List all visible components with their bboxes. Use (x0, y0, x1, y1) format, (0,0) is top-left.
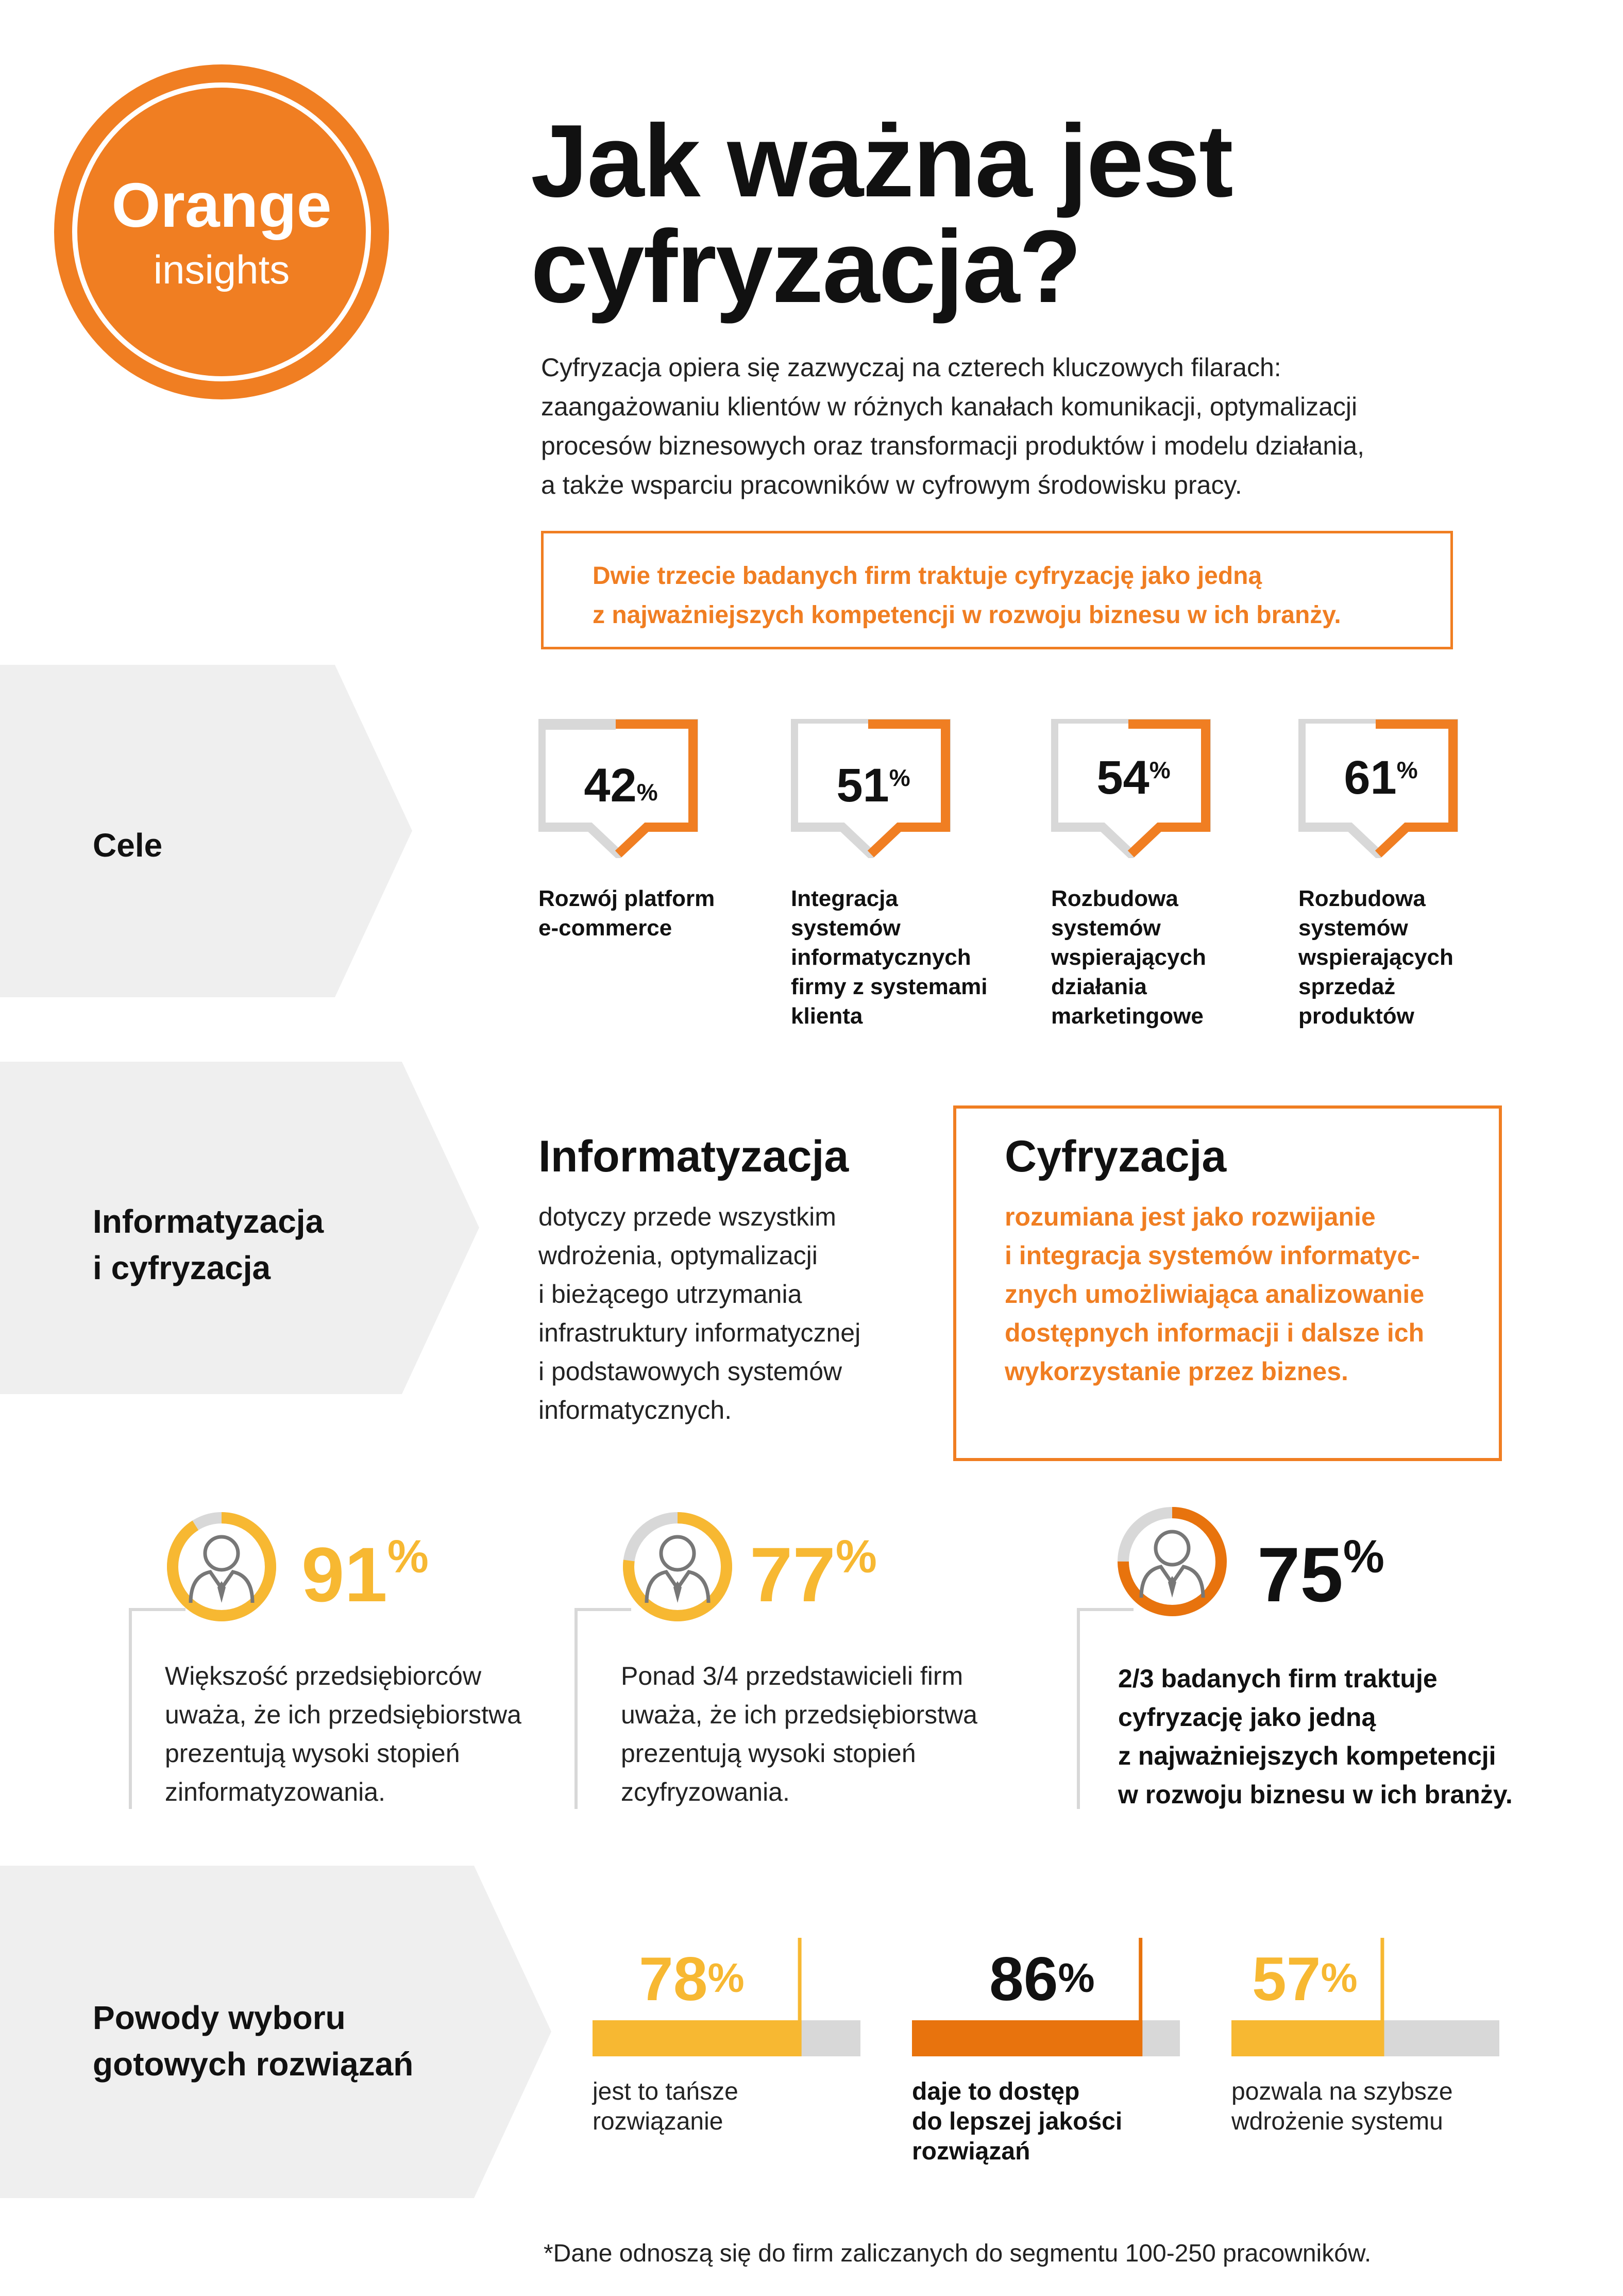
informatization-line: wdrożenia, optymalizacji (538, 1241, 818, 1270)
callout-line: Dwie trzecie badanych firm traktuje cyfryzację jako jedną (593, 562, 1262, 590)
digitization-text (1005, 1198, 1494, 1391)
intro-line: procesów biznesowych oraz transformacji produktów i modelu działania, (541, 431, 1364, 460)
reason-text (1231, 2077, 1453, 2137)
informatization-line: dotyczy przede wszystkim (538, 1202, 836, 1231)
stat-text (1118, 1660, 1613, 1814)
stat-ring-svg (165, 1510, 278, 1623)
stat-line: uważa, że ich przedsiębiorstwa (621, 1700, 977, 1729)
stat-ring (1115, 1505, 1229, 1618)
stat-text (165, 1657, 587, 1812)
orange-insights-logo (52, 62, 392, 402)
goal-unit: % (889, 764, 910, 791)
reason-item (593, 1938, 860, 2206)
stat-line: Ponad 3/4 przedstawicieli firm (621, 1662, 963, 1690)
stat-text (621, 1657, 1043, 1812)
stat-line: z najważniejszych kompetencji (1118, 1741, 1496, 1770)
page-title (531, 104, 1232, 324)
goal-unit: % (636, 779, 658, 806)
reason-bar (593, 1938, 860, 2062)
goal-value: 42 (584, 759, 637, 812)
reason-item (1231, 1938, 1499, 2206)
goal-caption-line: wspierających (1298, 945, 1453, 970)
reason-bar-marker (1139, 1938, 1142, 2056)
intro-paragraph (541, 348, 1494, 505)
stat-line: Większość przedsiębiorców (165, 1662, 482, 1690)
informatization-line: informatycznych. (538, 1396, 732, 1424)
intro-line: zaangażowaniu klientów w różnych kanałach komunikacji, optymalizacji (541, 392, 1358, 421)
reasons-label (93, 1995, 413, 2087)
goal-caption-line: Integracja (791, 886, 898, 911)
reason-unit: % (707, 1955, 745, 2001)
digitization-line: znych umożliwiająca analizowanie (1005, 1280, 1425, 1309)
stat-line: prezentują wysoki stopień (621, 1739, 916, 1768)
digitization-column (1005, 1131, 1494, 1391)
stat-line: 2/3 badanych firm traktuje (1118, 1664, 1438, 1693)
person-icon (647, 1537, 708, 1603)
goal-caption-line: systemów (1298, 915, 1408, 941)
informatization-text (538, 1198, 930, 1430)
stat-ring (165, 1510, 278, 1623)
goal-value: 61 (1344, 751, 1397, 804)
goal-caption (791, 884, 997, 1031)
goal-caption-line: Rozbudowa (1051, 886, 1178, 911)
stat-bracket-vertical (574, 1608, 580, 1809)
goals-band (0, 665, 412, 997)
reason-line: rozwiązanie (593, 2108, 723, 2135)
goal-value: 54 (1096, 751, 1149, 804)
comparison-label (93, 1198, 324, 1291)
stat-value (301, 1531, 429, 1618)
reason-bar (1231, 1938, 1499, 2062)
svg-text:51% (836, 759, 910, 812)
stat-number: 75 (1257, 1531, 1343, 1618)
reason-line: wdrożenie systemu (1231, 2108, 1443, 2135)
reason-number: 86 (989, 1945, 1058, 2014)
goal-item (538, 719, 745, 1038)
goal-badge (1051, 719, 1211, 858)
goal-caption-line: systemów (1051, 915, 1161, 941)
digitization-heading: Cyfryzacja (1005, 1132, 1227, 1181)
intro-line: a także wsparciu pracowników w cyfrowym środowisku pracy. (541, 471, 1242, 499)
goal-caption (1051, 884, 1257, 1031)
reason-line: jest to tańsze (593, 2078, 738, 2105)
stat-line: w rozwoju biznesu w ich branży. (1118, 1780, 1513, 1809)
stat-line: zcyfryzowania. (621, 1778, 790, 1806)
stat-bracket-vertical (1077, 1608, 1082, 1809)
title-line-1: Jak ważna jest (531, 104, 1232, 219)
comparison-label-line: Informatyzacja (93, 1203, 324, 1240)
reason-line: do lepszej jakości (912, 2108, 1123, 2135)
goal-caption-line: działania (1051, 974, 1147, 999)
goal-caption-line: produktów (1298, 1003, 1414, 1029)
stat-number: 91 (301, 1531, 387, 1618)
stat-line: zinformatyzowania. (165, 1778, 385, 1806)
person-icon (1141, 1532, 1203, 1598)
informatization-line: infrastruktury informatycznej (538, 1318, 861, 1347)
goal-badge (1298, 719, 1458, 858)
person-icon (191, 1537, 252, 1603)
goal-item (791, 719, 997, 1038)
reason-bar-fill (1231, 2020, 1384, 2056)
goal-badge (791, 719, 951, 858)
stat-line: prezentują wysoki stopień (165, 1739, 460, 1768)
reason-text (593, 2077, 738, 2137)
footnote: *Dane odnoszą się do firm zaliczanych do segmentu 100-250 pracowników. (544, 2240, 1372, 2267)
intro-line: Cyfryzacja opiera się zazwyczaj na czterech kluczowych filarach: (541, 353, 1281, 382)
logo-tagline: insights (153, 247, 290, 292)
goal-item (1051, 719, 1257, 1038)
reason-line: rozwiązań (912, 2138, 1030, 2165)
goal-caption-line: systemów (791, 915, 901, 941)
stat-unit: % (387, 1531, 429, 1583)
goal-caption-line: Rozwój platform (538, 886, 715, 911)
reason-bar (912, 1938, 1180, 2062)
reason-number: 78 (639, 1945, 708, 2014)
goal-item (1298, 719, 1504, 1038)
logo-circle (52, 62, 392, 402)
stat-line: uważa, że ich przedsiębiorstwa (165, 1700, 521, 1729)
reason-unit: % (1321, 1955, 1358, 2001)
stat-ring-svg (621, 1510, 734, 1623)
stat-ring (621, 1510, 734, 1623)
comparison-label-line: i cyfryzacja (93, 1249, 271, 1286)
goal-badge (538, 719, 698, 858)
reasons-label-line: Powody wyboru (93, 1999, 346, 2036)
callout-text (593, 557, 1468, 635)
reason-bar-marker (1380, 1938, 1384, 2056)
reason-line: pozwala na szybsze (1231, 2078, 1453, 2105)
svg-text:54% (1096, 751, 1170, 804)
goal-caption-line: marketingowe (1051, 1003, 1204, 1029)
informatization-heading: Informatyzacja (538, 1132, 849, 1181)
goal-caption-line: informatycznych (791, 945, 971, 970)
stat-unit: % (835, 1531, 877, 1583)
goal-caption-line: firmy z systemami (791, 974, 988, 999)
goal-unit: % (1149, 757, 1171, 783)
goal-caption (1298, 884, 1504, 1031)
goal-caption-line: e-commerce (538, 915, 672, 941)
title-line-2: cyfryzacja? (531, 209, 1081, 324)
stat-unit: % (1343, 1531, 1384, 1583)
informatization-line: i bieżącego utrzymania (538, 1280, 802, 1309)
svg-text:61% (1344, 751, 1417, 804)
digitization-line: rozumiana jest jako rozwijanie (1005, 1202, 1376, 1231)
reason-bar-marker (798, 1938, 802, 2056)
svg-text:42% (584, 759, 657, 812)
digitization-line: i integracja systemów informatyc- (1005, 1241, 1420, 1270)
logo-brand: Orange (111, 170, 332, 240)
reason-item (912, 1938, 1180, 2206)
reasons-label-line: gotowych rozwiązań (93, 2046, 414, 2083)
goals-label: Cele (93, 827, 163, 864)
goal-caption-line: sprzedaż (1298, 974, 1396, 999)
digitization-line: dostępnych informacji i dalsze ich (1005, 1318, 1425, 1347)
stat-line: cyfryzację jako jedną (1118, 1703, 1376, 1732)
stat-number: 77 (750, 1531, 836, 1618)
reason-line: daje to dostęp (912, 2078, 1080, 2105)
reason-number: 57 (1252, 1945, 1321, 2014)
reason-text (912, 2077, 1122, 2167)
stat-bracket-vertical (129, 1608, 134, 1809)
stat-value (1257, 1531, 1384, 1618)
goal-caption-line: klienta (791, 1003, 863, 1029)
reason-bar-fill (593, 2020, 802, 2056)
goal-value: 51 (836, 759, 889, 812)
goal-caption (538, 884, 745, 943)
digitization-line: wykorzystanie przez biznes. (1005, 1357, 1348, 1386)
callout-line: z najważniejszych kompetencji w rozwoju biznesu w ich branży. (593, 601, 1341, 629)
informatization-line: i podstawowych systemów (538, 1357, 842, 1386)
stat-ring-svg (1115, 1505, 1229, 1618)
goal-caption-line: wspierających (1051, 945, 1206, 970)
reason-bar-fill (912, 2020, 1142, 2056)
reason-unit: % (1058, 1955, 1095, 2001)
goal-unit: % (1396, 757, 1418, 783)
goal-caption-line: Rozbudowa (1298, 886, 1426, 911)
stat-value (750, 1531, 877, 1618)
informatization-column (538, 1131, 930, 1430)
